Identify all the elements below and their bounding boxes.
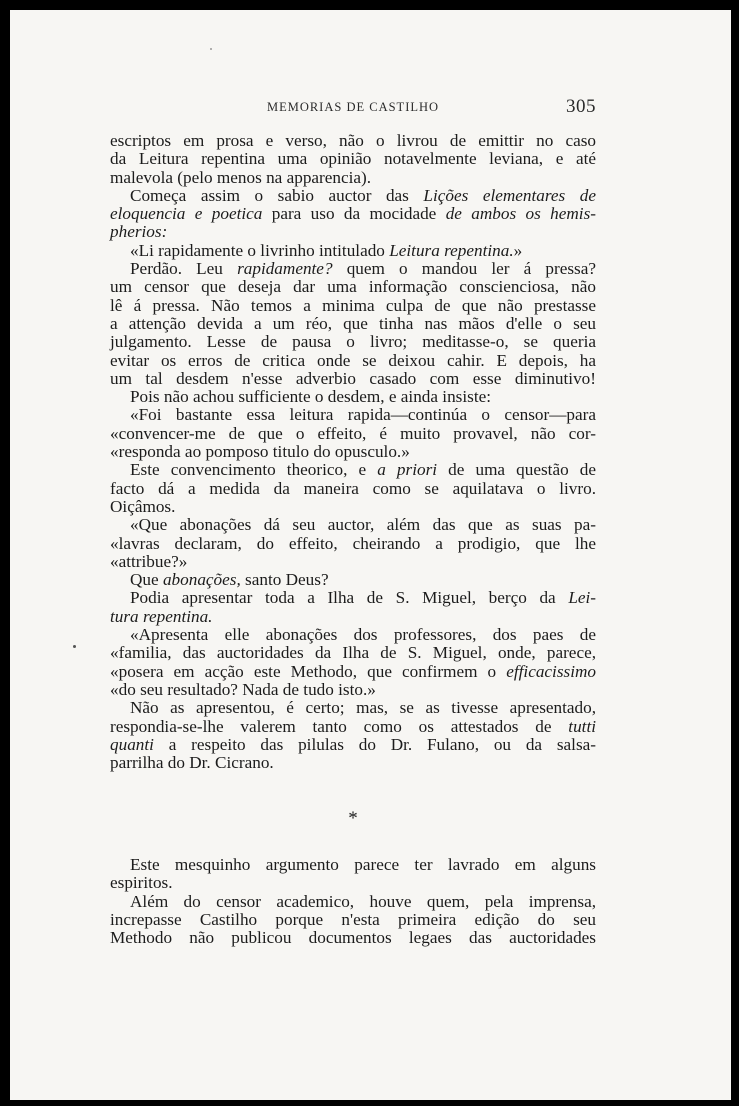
text-line: Além do censor academico, houve quem, pela imprensa, (130, 891, 596, 911)
text-line: «lavras declaram, do effeito, cheirando a prodigio, que lhe (110, 533, 596, 553)
text-line: um censor que deseja dar uma informação conscienciosa, não (110, 277, 596, 297)
main-text (110, 132, 596, 772)
text-line: um tal desdem n'esse adverbio casado com esse diminutivo! (110, 368, 596, 388)
text-line: Não as apresentou, é certo; mas, se as tivesse apresentado, (130, 698, 596, 718)
text-line: escriptos em prosa e verso, não o livrou de emittir no caso (110, 131, 596, 150)
text-line: tura repentina. (110, 606, 213, 626)
text-line: parrilha do Dr. Cicrano. (110, 753, 274, 773)
text-line: respondia-se-lhe valerem tanto como os attestados de tutti (110, 716, 596, 736)
text-line: increpasse Castilho porque n'esta primeira edição do seu (110, 909, 596, 929)
text-line: julgamento. Lesse de pausa o livro; meditasse-o, se queria (110, 332, 596, 352)
text-line: Oiçâmos. (110, 496, 176, 516)
book-page (10, 10, 731, 1100)
text-line: Começa assim o sabio auctor das Lições elementares de (130, 185, 596, 205)
text-line: «responda ao pomposo titulo do opusculo.» (110, 442, 410, 462)
text-line: Podia apresentar toda a Ilha de S. Miguel, berço da Lei- (130, 588, 596, 608)
text-line: Methodo não publicou documentos legaes das auctoridades (110, 928, 596, 948)
text-line: pherios: (110, 222, 168, 242)
text-line: Este mesquinho argumento parece ter lavrado em alguns (130, 855, 596, 874)
text-line: evitar os erros de critica onde se deixou cahir. E depois, ha (110, 350, 596, 370)
text-line: quanti a respeito das pilulas do Dr. Fulano, ou da salsa- (110, 734, 596, 754)
text-line: a attenção devida a um réo, que tinha nas mãos d'elle o seu (110, 313, 596, 333)
paper-speck (210, 48, 212, 50)
text-line: Este convencimento theorico, e a priori de uma questão de (130, 460, 596, 480)
text-line: facto dá a medida da maneira como se aquilatava o livro. (110, 478, 596, 498)
section-separator: * (348, 808, 358, 829)
page-number: 305 (566, 96, 596, 117)
text-line: Perdão. Leu rapidamente? quem o mandou ler á pressa? (130, 259, 596, 279)
text-line: «attribue?» (110, 551, 188, 571)
running-head: MEMORIAS DE CASTILHO (266, 100, 440, 114)
text-line: malevola (pelo menos na apparencia). (110, 167, 372, 187)
text-line: da Leitura repentina uma opinião notavelmente leviana, e até (110, 149, 596, 169)
main-text-continued (110, 856, 596, 947)
page-header (110, 96, 596, 124)
text-line: lê á pressa. Não temos a minima culpa de que não prestasse (110, 295, 596, 315)
text-line: «Foi bastante essa leitura rapida—continúa o censor—para (130, 405, 596, 425)
paper-speck (73, 645, 76, 648)
text-line: «do seu resultado? Nada de tudo isto.» (110, 679, 376, 699)
text-line: «familia, das auctoridades da Ilha de S. Miguel, onde, parece, (110, 643, 596, 663)
text-line: Que abonações, santo Deus? (130, 570, 329, 590)
text-line: espiritos. (110, 873, 173, 893)
text-line: «Que abonações dá seu auctor, além das que as suas pa- (130, 515, 596, 535)
text-line: «Apresenta elle abonações dos professores, dos paes de (130, 625, 596, 645)
text-line: «posera em acção este Methodo, que confirmem o efficacissimo (110, 661, 596, 681)
text-line: Pois não achou sufficiente o desdem, e ainda insiste: (130, 387, 492, 407)
text-line: eloquencia e poetica para uso da mocidade de ambos os hemis- (110, 204, 596, 224)
text-line: «Li rapidamente o livrinho intitulado Leitura repentina.» (130, 240, 523, 260)
text-line: «convencer-me de que o effeito, é muito provavel, não cor- (110, 423, 596, 443)
